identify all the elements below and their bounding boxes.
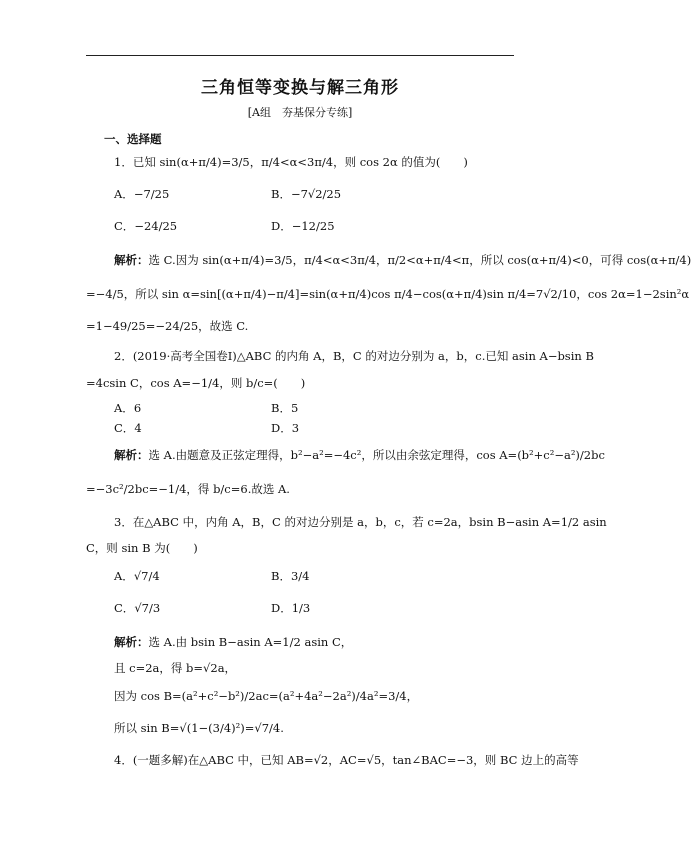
section-heading: 一、选择题 [104, 132, 162, 146]
q3-stem-line-2: C，则 sin B 为( ) [86, 541, 198, 555]
q1-option-b: B．−7√2/25 [271, 187, 342, 201]
q2-option-c: C．4 [114, 421, 142, 435]
q3-solution-line-3: 因为 cos B=(a²+c²−b²)/2ac=(a²+4a²−2a²)/4a²=3/4， [114, 689, 419, 703]
q3-option-b: B．3/4 [271, 569, 310, 583]
q2-solution-line-1: 解析：选 A.由题意及正弦定理得，b²−a²=−4c²，所以由余弦定理得，cos A=(b²+c²−a²)/2bc [114, 448, 605, 462]
q2-option-a: A．6 [114, 401, 142, 415]
page-title: 三角恒等变换与解三角形 [201, 78, 399, 98]
q3-stem-line-1: 3．在△ABC 中，内角 A，B，C 的对边分别是 a，b，c，若 c=2a，bsin B−asin A=1/2 asin [114, 515, 607, 529]
q3-solution-line-2: 且 c=2a，得 b=√2a， [114, 661, 237, 675]
q1-option-d: D．−12/25 [271, 219, 335, 233]
q1-solution-label: 解析： [114, 253, 149, 267]
q2-stem-line-1: 2．(2019·高考全国卷Ⅰ)△ABC 的内角 A，B，C 的对边分别为 a，b，c.已知 asin A−bsin B [114, 349, 594, 363]
q4-stem: 4．(一题多解)在△ABC 中，已知 AB=√2，AC=√5，tan∠BAC=−3，则 BC 边上的高等 [114, 753, 579, 767]
q2-solution-label: 解析： [114, 448, 149, 462]
q3-option-c: C．√7/3 [114, 601, 161, 615]
q2-option-d: D．3 [271, 421, 300, 435]
page-subtitle: [A组 夯基保分专练] [247, 106, 353, 119]
q3-solution-line-4: 所以 sin B=√(1−(3/4)²)=√7/4. [114, 721, 284, 735]
q3-solution-line-1: 解析：选 A.由 bsin B−asin A=1/2 asin C， [114, 635, 353, 649]
q3-option-d: D．1/3 [271, 601, 311, 615]
q2-stem-line-2: =4csin C，cos A=−1/4，则 b/c=( ) [86, 376, 306, 390]
q1-option-c: C．−24/25 [114, 219, 178, 233]
q2-solution-line-2: =−3c²/2bc=−1/4，得 b/c=6.故选 A. [86, 482, 290, 496]
q1-stem: 1．已知 sin(α+π/4)=3/5，π/4<α<3π/4，则 cos 2α 的值为( ) [114, 155, 468, 169]
q1-solution-line-2: =−4/5，所以 sin α=sin[(α+π/4)−π/4]=sin(α+π/4)cos π/4−cos(α+π/4)sin π/4=7√2/10，cos 2α=1−2sin²α [86, 287, 690, 301]
q3-solution-label: 解析： [114, 635, 149, 649]
q3-option-a: A．√7/4 [114, 569, 160, 583]
header-rule [86, 55, 514, 56]
q1-solution-line-3: =1−49/25=−24/25，故选 C. [86, 319, 249, 333]
q1-solution-line-1: 解析：选 C.因为 sin(α+π/4)=3/5，π/4<α<3π/4，π/2<α+π/4<π，所以 cos(α+π/4)<0，可得 cos(α+π/4) [114, 253, 691, 267]
q2-option-b: B．5 [271, 401, 299, 415]
q1-option-a: A．−7/25 [114, 187, 170, 201]
